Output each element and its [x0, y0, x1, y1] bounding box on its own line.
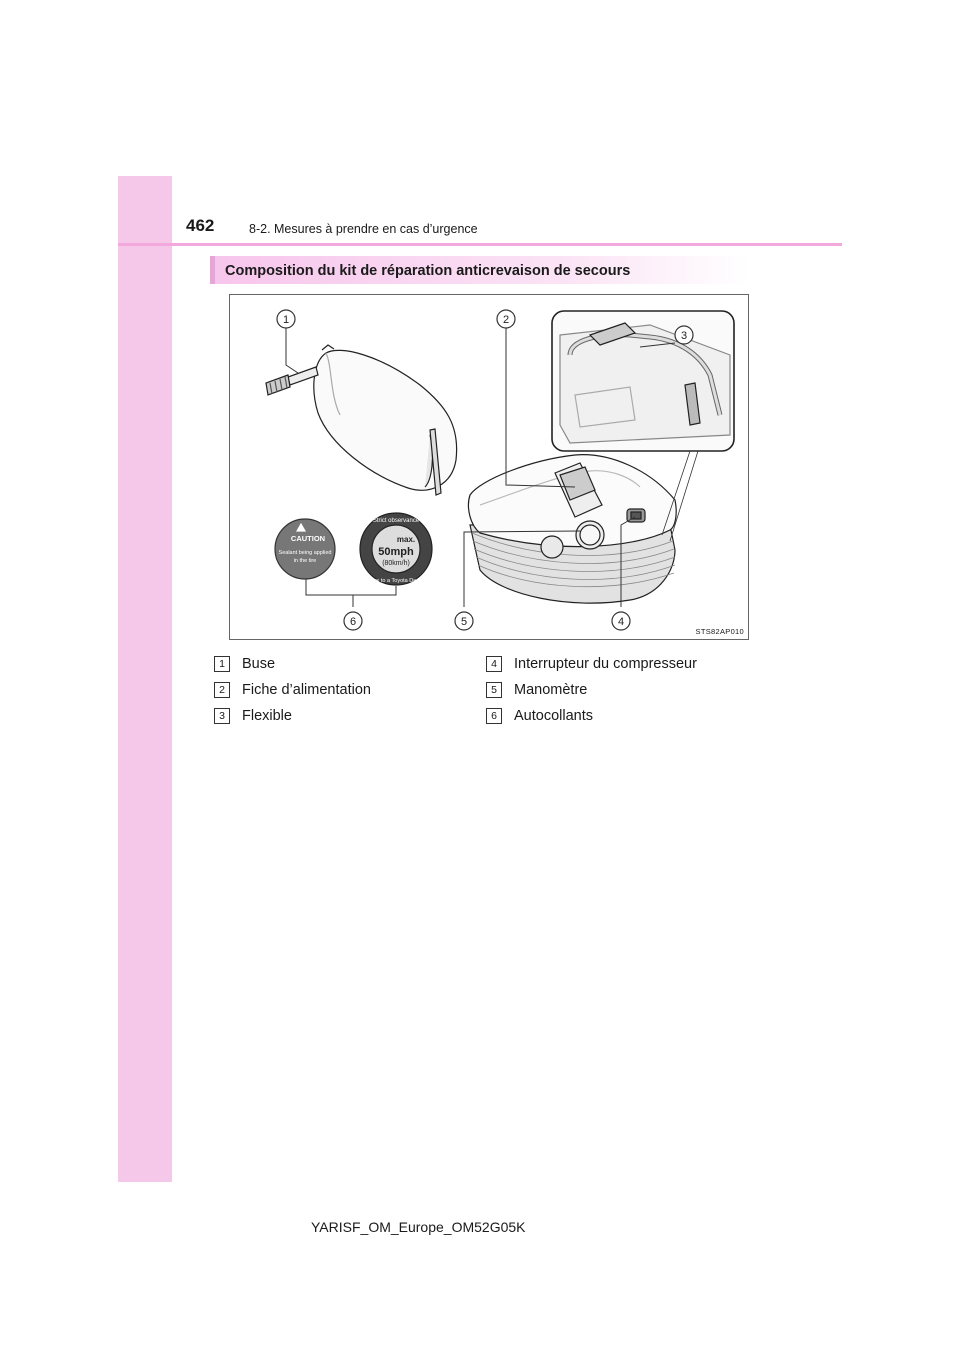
callout-4: 4 [617, 616, 625, 628]
speed-kmh: (80km/h) [382, 560, 410, 567]
callout-6: 6 [349, 616, 357, 628]
part-number-badge: 2 [214, 682, 230, 698]
part-label: Fiche d’alimentation [242, 682, 371, 698]
repair-kit-figure [229, 294, 749, 640]
part-label: Interrupteur du compresseur [514, 656, 697, 672]
header-divider [118, 243, 842, 246]
callout-1: 1 [282, 314, 290, 326]
parts-legend [214, 650, 734, 740]
section-heading-bar [210, 256, 750, 284]
part-number-badge: 4 [486, 656, 502, 672]
caution-line-1: Sealant being applied [278, 550, 332, 556]
compressor [468, 455, 676, 603]
callout-5: 5 [460, 616, 468, 628]
part-label: Autocollants [514, 708, 593, 724]
repair-kit-illustration [230, 295, 750, 641]
caution-heading: CAUTION [290, 534, 326, 543]
hose-detail-inset [552, 311, 734, 451]
speed-max: max. [396, 535, 416, 544]
speed-bottom-text: Drive to a Toyota Dealer [366, 578, 426, 584]
list-item [214, 705, 292, 727]
caution-line-2: in the tire [293, 558, 317, 564]
sealant-bottle [266, 345, 457, 495]
sticker-caution [275, 519, 335, 579]
speed-mph: 50mph [378, 546, 414, 558]
list-item [214, 679, 371, 701]
part-number-badge: 1 [214, 656, 230, 672]
side-tab-band [118, 176, 172, 1182]
part-number-badge: 6 [486, 708, 502, 724]
section-title: Composition du kit de réparation anticrevaison de secours [225, 263, 631, 279]
list-item [486, 653, 697, 675]
part-number-badge: 5 [486, 682, 502, 698]
part-label: Manomètre [514, 682, 588, 698]
part-label: Flexible [242, 708, 292, 724]
callout-3: 3 [680, 330, 688, 342]
list-item [214, 653, 275, 675]
figure-code: STS82AP010 [695, 627, 744, 636]
chapter-title: 8-2. Mesures à prendre en cas d’urgence [249, 222, 478, 236]
speed-top-text: Strict observance [372, 518, 420, 524]
page-number: 462 [186, 216, 215, 235]
list-item [486, 679, 587, 701]
callout-2: 2 [502, 314, 510, 326]
part-number-badge: 3 [214, 708, 230, 724]
part-label: Buse [242, 656, 276, 672]
list-item [486, 705, 593, 727]
section-accent [210, 256, 215, 284]
document-id: YARISF_OM_Europe_OM52G05K [311, 1219, 526, 1235]
